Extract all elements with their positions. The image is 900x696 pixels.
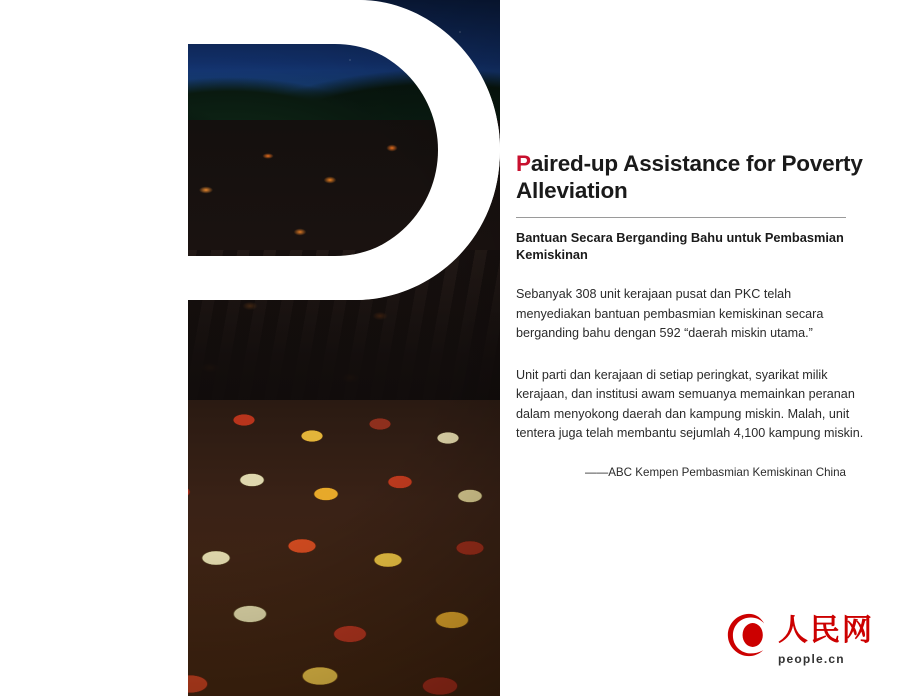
- brand-logo: [726, 612, 874, 674]
- headline-accent-letter: P: [516, 151, 531, 176]
- logo-domain-text: people.cn: [778, 652, 845, 666]
- source-attribution: ——ABC Kempen Pembasmian Kemiskinan China: [585, 465, 846, 479]
- subtitle: Bantuan Secara Berganding Bahu untuk Pembasmian Kemiskinan: [516, 230, 844, 262]
- article-content: [516, 150, 866, 479]
- page-title: [516, 150, 866, 204]
- title-divider: [516, 217, 846, 218]
- headline-text: aired-up Assistance for Poverty Alleviation: [516, 151, 863, 203]
- people-cn-logo-icon: [726, 612, 772, 658]
- body-paragraph-2: Unit parti dan kerajaan di setiap peringkat, syarikat milik kerajaan, dan institusi awam semuanya memainkan peranan dalam menyokong daerah dan kampung miskin. Malah, unit tentera juga telah membantu sejumlah 4,100 kampung miskin.: [516, 367, 864, 440]
- logo-chinese-text: 人民网: [778, 613, 874, 648]
- body-paragraph-1: Sebanyak 308 unit kerajaan pusat dan PKC telah menyediakan bantuan pembasmian kemiskinan secara berganding bahu dengan 592 “daerah miskin utama.”: [516, 287, 824, 340]
